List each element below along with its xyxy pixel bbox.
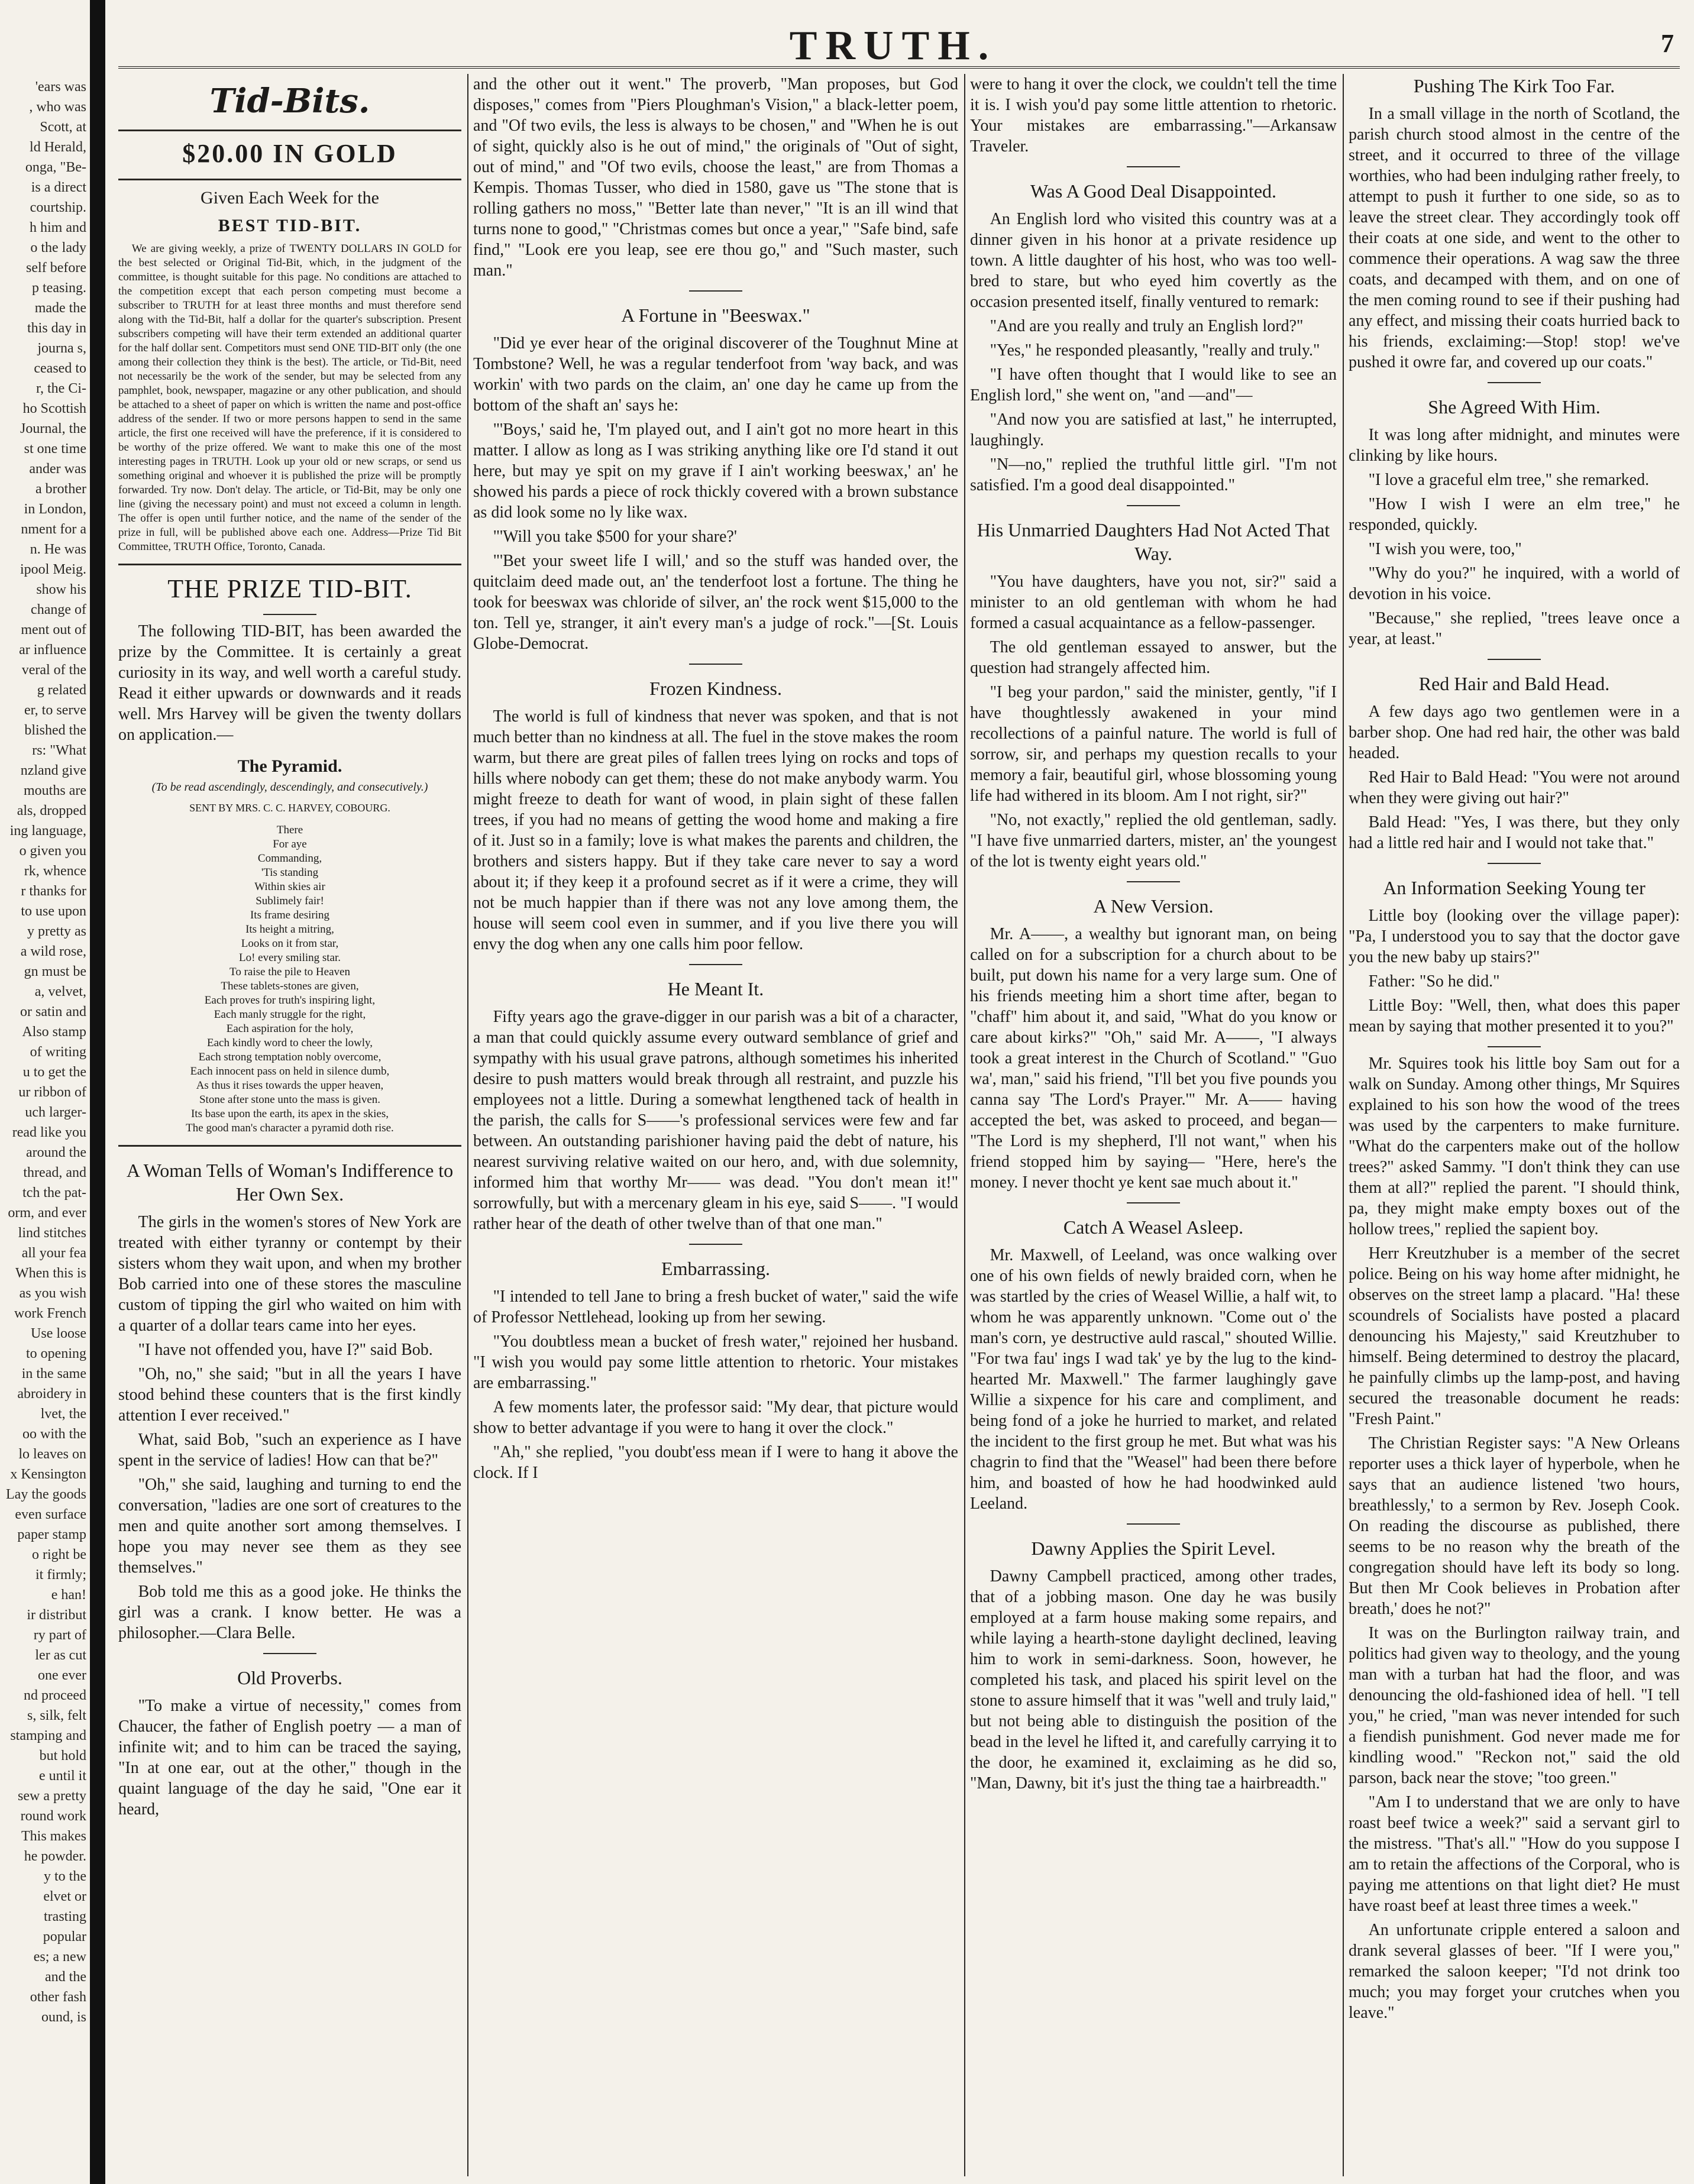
divider [118,130,461,131]
edge-fragment: abroidery in [17,1386,86,1402]
edge-fragment: , who was [29,99,86,115]
prize-amount-heading: $20.00 IN GOLD [182,139,397,168]
edge-fragment: popular [43,1929,86,1944]
article-heading: He Meant It. [667,978,764,999]
edge-fragment: uch larger- [25,1105,86,1120]
edge-fragment: nzland give [20,763,86,778]
edge-fragment: y to the [44,1869,86,1884]
article-paragraph: Father: "So he did." [1368,972,1500,991]
edge-fragment: ander was [29,461,86,477]
column-3 [970,74,1337,2176]
page-number: 7 [1661,29,1674,58]
pyramid-line: To raise the pile to Heaven [229,966,350,978]
edge-fragment: Journal, the [20,421,86,436]
article-body [970,209,1337,496]
edge-fragment: ment out of [21,622,86,638]
edge-fragment: o the lady [30,240,86,255]
article-body [118,1212,461,1643]
pyramid-line: Each kindly word to cheer the lowly, [207,1037,373,1049]
edge-fragment: courtship. [30,200,86,215]
article-paragraph: The old gentleman essayed to answer, but the question had strangely affected him. [970,638,1337,677]
edge-fragment: 'ears was [35,79,86,95]
divider [1127,505,1180,506]
edge-fragment: read like you [12,1125,86,1140]
divider [1127,1523,1180,1525]
edge-fragment: rs: "What [32,743,86,758]
edge-fragment: When this is [15,1266,86,1281]
article-paragraph: An unfortunate cripple entered a saloon and drank several glasses of beer. "If I were you," remarked the saloon keeper; "I'd not drink too much; you may forget your crutches when you leave." [1349,1921,1680,2022]
pyramid-line: As thus it rises towards the upper heaven, [196,1079,384,1092]
edge-fragment: p teasing. [32,280,86,296]
edge-fragment: trasting [44,1909,86,1924]
edge-fragment: a wild rose, [20,944,86,959]
divider [1127,166,1180,167]
article-body [473,333,958,654]
pyramid-line: Each manly struggle for the right, [214,1008,366,1021]
edge-fragment: h him and [30,220,86,235]
article-heading: Was A Good Deal Disappointed. [1030,180,1277,202]
article-body [473,1286,958,1483]
article-heading: His Unmarried Daughters Had Not Acted That Way. [977,519,1330,564]
edge-fragment: a brother [35,481,86,497]
edge-fragment: ld Herald, [30,140,86,155]
article-paragraph: "Why do you?" he inquired, with a world of devotion in his voice. [1349,564,1680,603]
article-heading: Old Proverbs. [237,1667,342,1688]
section-title: Tid-Bits. [209,82,370,121]
edge-fragment: rk, whence [24,863,86,879]
article-paragraph: "And now you are satisfied at last," he interrupted, laughingly. [970,410,1337,449]
pyramid-line: Each innocent pass on held in silence dumb, [190,1065,390,1078]
article-paragraph: were to hang it over the clock, we couldn't tell the time it is. I wish you'd pay some little attention to rhetoric. Your mistakes are embarrassing."—Arkansaw Traveler. [970,75,1337,156]
pyramid-line: Its base upon the earth, its apex in the skies, [190,1108,389,1120]
pyramid-line: Each aspiration for the holy, [226,1023,354,1035]
given-each-week: Given Each Week for the [201,188,379,208]
edge-fragment: one ever [38,1668,86,1683]
article-heading: A Fortune in "Beeswax." [621,305,810,326]
edge-fragment: sew a pretty [18,1788,86,1804]
edge-fragment: Lay the goods [6,1487,86,1502]
article-heading: A Woman Tells of Woman's Indifference to Her Own Sex. [126,1160,454,1205]
edge-fragment: ceased to [34,361,86,376]
edge-fragment: is a direct [31,180,86,195]
left-edge-text [4,77,86,2027]
article-heading: A New Version. [1093,895,1214,917]
masthead [106,17,1680,70]
article-paragraph: "To make a virtue of necessity," comes from Chaucer, the father of English poetry — a man of infinite wit; and to him can be traced the saying, "In at one ear, out at the other," though in the quaint language of the day he said, "One ear it heard, [118,1697,461,1819]
article-paragraph: "'Will you take $500 for your share?' [493,528,737,546]
article-paragraph: and the other out it went." The proverb, "Man proposes, but God disposes," comes from "Piers Ploughman's Vision," a black-letter poem, and "Of two evils, the less is always to be chosen," and "When he is out of sight, quickly also is he out of mind," the originals of "Out of sight, out of mind," and "Of two evils, choose the least," are from Thomas a Kempis. Thomas Tusser, who died in 1580, gave us "The stone that is rolling gathers no moss," "Better late than never," "It is an ill wind that turns none to good," "Christmas comes but once a year," "Safe bind, safe find," "Look ere you leap, see ere thou go," and "Such master, such man." [473,75,958,280]
edge-fragment: or satin and [20,1004,86,1020]
article-paragraph: "I wish you were, too," [1368,540,1522,558]
pyramid-line: Its frame desiring [250,909,329,921]
article-body [1349,905,1680,1037]
pyramid-line: For aye [273,838,307,850]
edge-fragment: ir distribut [27,1607,86,1623]
column-1 [118,74,461,2176]
edge-fragment: onga, "Be- [25,160,86,175]
article-paragraph: "'Boys,' said he, 'I'm played out, and I ain't got no more heart in this matter. I allow as long as I was striking anything like ore I'd stand it out here, but may ye spit on my grave if I ain't working beeswax,' an' he showed his pards a piece of rock thickly covered with a brown substance as did look some no ly like wax. [473,420,958,522]
article-paragraph: Mr. Maxwell, of Leeland, was once walking over one of his own fields of newly braided corn, when he was startled by the cries of Weasel Willie, a half wit, to whom he was apparently unknown. "Come out o' the man's corn, ye destructive auld rascal," shouted Willie. "For twa fau' ings I wad tak' ye by the lug to the kind-hearted Mr. Maxwell." The farmer laughingly gave Willie a sixpence for his care and compliment, and being fond of a joke he hurried to market, and related the incident to the first group he met. But what was his chagrin to find that the "Weasel" had been there before him, and boasted of how he had hoodwinked auld Leeland. [970,1246,1337,1513]
pyramid-line: Each strong temptation nobly overcome, [198,1051,382,1063]
edge-fragment: o right be [32,1547,86,1562]
article-paragraph: "I have not offended you, have I?" said Bob. [138,1341,433,1359]
article-paragraph: "You doubtless mean a bucket of fresh water," rejoined her husband. "I wish you would pay some little attention to rhetoric. Your mistakes are embarrassing." [473,1332,958,1392]
edge-fragment: a, velvet, [34,984,86,999]
column-4 [1349,74,1680,2176]
article-body [1349,701,1680,853]
article-paragraph: A few days ago two gentlemen were in a barber shop. One had red hair, the other was bald headed. [1349,703,1680,762]
article-paragraph: "You have daughters, have you not, sir?" said a minister to an old gentleman with whom he had formed a casual acquaintance as a fellow-passenger. [970,572,1337,632]
edge-fragment: self before [26,260,86,276]
article-paragraph: The world is full of kindness that never was spoken, and that is not much better than no kindness at all. The fuel in the stove makes the room warm, but there are great piles of fallen trees lying on rocks and tops of hills where nobody can get them; these do not make anybody warm. You might freeze to death for want of wood, in plain sight of these fallen trees, if you had no means of getting the wood home and making a fire of it. Just so in a family; love is what makes the parents and children, the brothers and sisters happy. But if they take care never to say a word about it; if they keep it a profound secret as if it were a crime, they will not be much happier than if there was not any love among them, the house will seem cool even in summer, and if you live there you will envy the dog when any one calls him poor fellow. [473,707,958,953]
article-paragraph: "I love a graceful elm tree," she remarked. [1368,471,1650,489]
column-rule [1343,74,1344,2176]
prize-intro: The following TID-BIT, has been awarded the prize by the Committee. It is certainly a great curiosity in its way, and well worth a careful study. Read it either upwards or downwards and it reads well. Mrs Harvey will be given the twenty dollars on application.— [118,622,461,744]
edge-fragment: e han! [51,1587,86,1603]
edge-fragment: nd proceed [24,1688,86,1703]
edge-fragment: but hold [39,1748,86,1764]
edge-fragment: around the [26,1145,86,1160]
edge-fragment: to opening [26,1346,86,1361]
article-body [1349,425,1680,649]
article-heading: Pushing The Kirk Too Far. [1413,75,1615,96]
edge-fragment: This makes [21,1829,86,1844]
pyramid-subtitle: (To be read ascendingly, descendingly, and consecutively.) [151,781,428,794]
article-heading: Embarrassing. [661,1258,770,1279]
article-paragraph: Fifty years ago the grave-digger in our parish was a bit of a character, a man that could quickly assume every outward semblance of grief and sympathy with his usual grave patrons, although sometimes his inherited desire to push matters would break through all restraint, and puzzle his employees not a little. During a somewhat lengthened tack of health in the parish, the calls for S——'s professional services were few and far between. An outstanding parishioner having paid the debt of nature, his nearest surviving relative waited on our hero, and, with due solemnity, informed him that worthy Mr—— was dead. "You don't mean it!" sorrowfully, but with a mercenary gleam in his eye, said S——. "I would rather hear of the death of other twelve than of that one man." [473,1008,958,1233]
pyramid-line: Its height a mitring, [245,923,334,936]
divider [1488,1046,1541,1047]
edge-fragment: in London, [24,501,86,517]
article-paragraph: "Because," she replied, "trees leave once a year, at least." [1349,609,1680,648]
edge-fragment: orm, and ever [8,1205,86,1221]
edge-fragment: lind stitches [18,1225,86,1241]
article-paragraph: "N—no," replied the truthful little girl. "I'm not satisfied. I'm a good deal disappointed." [970,455,1337,494]
column-rule [467,74,468,2176]
divider [263,614,316,615]
divider [118,564,461,565]
edge-fragment: nment for a [21,522,86,537]
article-paragraph: The girls in the women's stores of New York are treated with either tyranny or contempt by their sisters whom they wait upon, and when my brother Bob carried into one of these stores the masculine custom of tipping the girl who waited on him with a quarter of a dollar tears came into her eyes. [118,1213,461,1335]
edge-fragment: n. He was [30,542,86,557]
article-body [1349,1053,1680,2023]
article-paragraph: "Yes," he responded pleasantly, "really and truly." [990,341,1320,360]
divider [1488,863,1541,864]
divider [689,664,742,665]
edge-fragment: ry part of [33,1628,86,1643]
edge-fragment: work French [14,1306,86,1321]
newspaper-columns [118,74,1680,2176]
article-heading: Red Hair and Bald Head. [1418,673,1610,694]
article-paragraph: It was long after midnight, and minutes were clinking by like hours. [1349,426,1680,465]
edge-fragment: ur ribbon of [18,1085,86,1100]
article-paragraph: "How I wish I were an elm tree," he responded, quickly. [1349,495,1680,534]
article-paragraph: Bob told me this as a good joke. He thinks the girl was a crank. I know better. He was a philosopher.—Clara Belle. [118,1583,461,1642]
divider [689,1244,742,1245]
edge-fragment: ing language, [9,823,86,839]
edge-fragment: show his [36,582,86,597]
edge-fragment: journa s, [37,341,86,356]
edge-fragment: made the [34,300,86,316]
pyramid-line: There [276,824,303,836]
article-paragraph: "No, not exactly," replied the old gentleman, sadly. "I have five unmarried darters, mister, an' the youngest of the lot is twenty eight years old." [970,811,1337,871]
edge-fragment: oo with the [22,1426,86,1442]
pyramid-line: Each proves for truth's inspiring light, [204,994,376,1007]
pyramid-line: Commanding, [257,852,322,865]
article-paragraph: "Oh," she said, laughing and turning to end the conversation, "ladies are one sort of creatures to the men and quite another sort among themselves. I hope you may never see them as they see themselves." [118,1476,461,1577]
divider [689,290,742,292]
divider [1488,659,1541,660]
edge-fragment: this day in [27,321,86,336]
edge-fragment: other fash [30,1989,86,2005]
edge-fragment: s, silk, felt [27,1708,86,1723]
edge-fragment: es; a new [33,1949,86,1965]
edge-fragment: gn must be [24,964,86,979]
edge-fragment: all your fea [21,1245,86,1261]
edge-fragment: ar influence [19,642,86,658]
edge-fragment: er, to serve [24,703,86,718]
edge-fragment: Scott, at [40,119,86,135]
article-heading: She Agreed With Him. [1428,396,1601,418]
binding-gutter [90,0,105,2184]
edge-fragment: and the [45,1969,86,1985]
prize-tidbit-heading: THE PRIZE TID-BIT. [167,574,412,603]
edge-fragment: of writing [30,1044,86,1060]
edge-fragment: Use loose [31,1326,86,1341]
divider [689,964,742,965]
edge-fragment: as you wish [19,1286,86,1301]
edge-fragment: elvet or [43,1889,86,1904]
article-body [970,571,1337,872]
edge-fragment: thread, and [23,1165,86,1180]
edge-fragment: he powder. [24,1849,86,1864]
edge-fragment: x Kensington [10,1467,86,1482]
pyramid-line: Within skies air [254,881,325,893]
edge-fragment: even surface [15,1507,86,1522]
edge-fragment: round work [20,1808,86,1824]
article-paragraph: "I intended to tell Jane to bring a fresh bucket of water," said the wife of Professor Nettlehead, looking up from her sewing. [473,1287,958,1326]
article-paragraph: "I beg your pardon," said the minister, gently, "if I have thoughtlessly awakened in your mind recollections of a painful nature. The world is full of sorrow, sir, and perhaps my question recalls to your memory a fair, beautiful girl, whose blossoming young life had withered in its bloom. Am I not right, sir?" [970,683,1337,805]
divider [118,179,461,180]
edge-fragment: veral of the [21,662,86,678]
edge-fragment: tch the pat- [22,1185,86,1201]
article-paragraph: Herr Kreutzhuber is a member of the secret police. Being on his way home after midnight, he observes on the street lamp a placard. "Ha! these scoundrels of Socialists have posted a placard denouncing his Majesty," said Kreutzhuber to himself. Being determined to destroy the placard, he painfully climbs up the lamp-post, and having secured the treasonable document he reads: "Fresh Paint." [1349,1244,1680,1428]
edge-fragment: lvet, the [40,1406,86,1422]
edge-fragment: ound, is [41,2010,86,2025]
article-paragraph: "And are you really and truly an English lord?" [990,317,1304,335]
article-paragraph: It was on the Burlington railway train, and politics had given way to theology, and the young man with a turban hat had the floor, and was denouncing the old-fashioned idea of hell. "I tell you," he cried, "man was never intended for such a fiendish punishment. God never made me for kindling wood." "Reckon not," said the old parson, back near the stove; "too green." [1349,1624,1680,1787]
article-heading: An Information Seeking Young ter [1383,877,1645,898]
article-paragraph: "'Bet your sweet life I will,' and so the stuff was handed over, the quitclaim deed made out, an' the tenderfoot lost a fortune. The thing he took for beeswax was chloride of silver, an' the rock went $15,000 to the ton. Tell ye, stranger, it ain't every man's a judge of rock."—[St. Louis Globe-Democrat. [473,552,958,653]
pyramid-byline: SENT BY MRS. C. C. HARVEY, COBOURG. [189,802,390,814]
pyramid-line: 'Tis standing [261,866,319,879]
article-paragraph: Mr. Squires took his little boy Sam out for a walk on Sunday. Among other things, Mr Squires explained to his son how the wood of the trees was used by the carpenters to make furniture. "What do the carpenters make out of the hollow trees?" asked Sammy. "I don't think they can use them at all?" replied the parent. "I should think, pa, they might make empty boxes out of the hollow trees," replied the sapient boy. [1349,1054,1680,1238]
article-paragraph: Little boy (looking over the village paper): "Pa, I understood you to say that the doctor gave you the new baby up stairs?" [1349,907,1680,966]
pyramid-line: Lo! every smiling star. [238,952,341,964]
article-paragraph: In a small village in the north of Scotland, the parish church stood almost in the centre of the street, and it occurred to three of the village worthies, who had been indulging rather freely, to attempt to push it further to one side, so as to leave the street clear. They accordingly took off their coats at one side, and went to the other to commence their operations. A wag saw the three coats, and decamped with them, and on one of the men coming round to see if their pushing had any effect, and missing their coats hurried back to his friends, exclaiming:—Stop! stop! we've pushed it owre far, and covered up our coats." [1349,105,1680,371]
edge-fragment: ho Scottish [22,401,86,416]
article-paragraph: A few moments later, the professor said: "My dear, that picture would show to better advantage if you were to hang it over the clock." [473,1398,958,1437]
left-edge-fragments [0,0,89,2184]
article-heading: Dawny Applies the Spirit Level. [1031,1538,1276,1559]
article-paragraph: "Am I to understand that we are only to have roast beef twice a week?" said a servant girl to the mistress. "That's all." "How do you suppose I am to retain the affections of the Corporal, who is paying me attentions on that light diet? He must have roast beef at least three times a week." [1349,1793,1680,1915]
article-paragraph: "I have often thought that I would like to see an English lord," she went on, "and —and"— [970,365,1337,405]
edge-fragment: paper stamp [17,1527,86,1542]
pyramid-line: These tablets-stones are given, [221,980,359,992]
article-paragraph: "Did ye ever hear of the original discoverer of the Toughnut Mine at Tombstone? Well, he was a regular tenderfoot from 'way back, and was workin' with two pards on the claim, an' one day he came up from the bottom of the shaft an' says he: [473,334,958,415]
article-body [473,1007,958,1234]
edge-fragment: lo leaves on [18,1447,86,1462]
contest-rules: We are giving weekly, a prize of TWENTY DOLLARS IN GOLD for the best selected or Original Tid-Bit, which, in the judgment of the committee, is thought suitable for this page. No conditions are attached to the competition except that each person competing must become a subscriber to TRUTH for at least three months and must therefore send along with the Tid-Bit, half a dollar for the quarter's subscription. Present subscribers competing will have their term extended an additional quarter for the half dollar sent. Competitors must send ONE TID-BIT only (the one among their collection they think is the best). The article, or Tid-Bit, need not necessarily be the work of the sender, but may be selected from any pamphlet, book, newspaper, magazine or any other publication, and should be attached to a sheet of paper on which is written the name and post-office address of the sender. If two or more persons happen to send in the same article, the first one received will have the preference, if it is considered to be worthy of the prize offered. We want to make this one of the most interesting pages in TRUTH. Look up your old or new scraps, or send us something original and whoever it is published the prize will be promptly forwarded. Try now. Don't delay. The article, or Tid-Bit, may be only one line (giving the necessary point) and must not exceed a column in length. The offer is open until further notice, and the name of the sender of the prize in full, will be published above each one. Address—Prize Tid Bit Committee, TRUTH Office, Toronto, Canada. [118,242,461,553]
edge-fragment: ler as cut [35,1648,86,1663]
divider [1488,382,1541,383]
article-paragraph: What, said Bob, "such an experience as I have spent in the service of ladies! How can that be?" [118,1431,461,1470]
edge-fragment: st one time [24,441,86,457]
article-paragraph: The Christian Register says: "A New Orleans reporter uses a thick layer of hyperbole, when he says that an audience listened 'two hours, breathlessly,' to a sermon by Rev. Joseph Cook. On reading the discourse as published, there seems to be no reason why the breath of the congregation should have left its body so long. But then Mr Cook believes in Probation after breath,' does he not?" [1349,1434,1680,1618]
pyramid-title: The Pyramid. [237,756,342,776]
edge-fragment: r thanks for [21,884,86,899]
edge-fragment: e until it [39,1768,86,1784]
edge-fragment: in the same [21,1366,86,1381]
article-heading: Frozen Kindness. [649,678,782,699]
column-2 [473,74,958,2176]
edge-fragment: y pretty as [27,924,86,939]
pyramid-line: Sublimely fair! [256,895,324,907]
edge-fragment: u to get the [22,1065,86,1080]
edge-fragment: ipool Meig. [20,562,86,577]
divider [118,1145,461,1147]
article-paragraph: An English lord who visited this country was at a dinner given in his honor at a private residence up town. A little daughter of his host, who was too well-bred to stare, but who eyed him covertly as the occasion presented itself, finally ventured to remark: [970,210,1337,311]
article-paragraph: Bald Head: "Yes, I was there, but they only had a little red hair and I would not take that." [1349,813,1680,852]
divider [1127,1202,1180,1203]
best-tidbit-heading: BEST TID-BIT. [218,216,362,235]
article-paragraph: "Ah," she replied, "you doubt'ess mean if I were to hang it above the clock. If I [473,1443,958,1482]
article-paragraph: Dawny Campbell practiced, among other trades, that of a jobbing mason. One day he was busily employed at a farm house making some repairs, and while laying a hearth-stone daylight declined, leaving him to work in semi-darkness. Soon, however, he completed his task, and placed his spirit level on the stone to assure himself that it was "well and truly laid," but not being able to distinguish the position of the bead in the level he lifted it, and carefully carrying it to the door, he examined it, exclaiming as he did so, "Man, Dawny, bit it's just the thing tae a hairbreadth." [970,1567,1337,1793]
edge-fragment: r, the Ci- [35,381,86,396]
edge-fragment: als, dropped [17,803,86,818]
edge-fragment: blished the [24,723,86,738]
edge-fragment: to use upon [21,904,86,919]
edge-fragment: change of [31,602,86,617]
masthead-rule [118,66,1680,69]
edge-fragment: stamping and [10,1728,86,1743]
article-paragraph: Little Boy: "Well, then, what does this paper mean by saying that mother presented it to you?" [1349,996,1680,1036]
article-paragraph: "Oh, no," she said; "but in all the years I have stood behind these counters that is the first kindly attention I ever received." [118,1365,461,1425]
masthead-title: TRUTH. [789,23,997,69]
edge-fragment: g related [37,682,86,698]
edge-fragment: o given you [19,843,86,859]
divider [263,1653,316,1654]
pyramid-line: The good man's character a pyramid doth rise. [186,1122,394,1134]
divider [1127,881,1180,882]
edge-fragment: it firmly; [35,1567,86,1583]
column-rule [964,74,965,2176]
pyramid-poem [118,823,461,1135]
edge-fragment: Also stamp [22,1024,86,1040]
pyramid-line: Looks on it from star, [241,937,339,950]
article-paragraph: Red Hair to Bald Head: "You were not around when they were giving out hair?" [1349,768,1680,807]
edge-fragment: mouths are [24,783,86,798]
pyramid-line: Stone after stone unto the mass is given. [199,1093,381,1106]
article-paragraph: Mr. A——, a wealthy but ignorant man, on being called on for a subscription for a church about to be built, put down his name for a very large sum. One of his friends meeting him a short time after, began to "chaff" him about it, and said, "What do you know or care about kirks?" "Oh," said Mr. A——, "I always took a great interest in the Church of Scotland." "Guo wa', man," said his friend, "I'll bet you five pounds you canna say 'The Lord's Prayer.'" Mr. A—— having accepted the bet, was asked to proceed, and began— "The Lord is my shepherd, I'll not want," when his friend stopped him by saying— "Here, here's the money. I never thocht ye kent sae much about it." [970,925,1337,1192]
article-heading: Catch A Weasel Asleep. [1063,1216,1244,1238]
